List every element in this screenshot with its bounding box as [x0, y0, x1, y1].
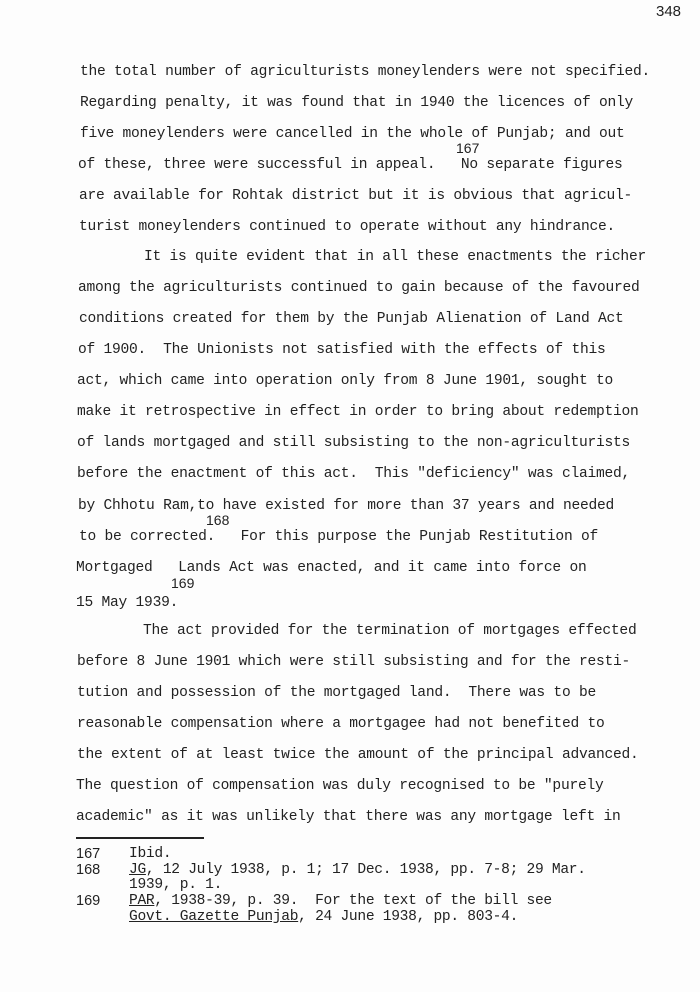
body-text-line: before the enactment of this act. This "deficiency" was claimed, — [77, 466, 630, 482]
body-text-line: academic" as it was unlikely that there was any mortgage left in — [76, 809, 621, 825]
citation-source-title: JG — [129, 862, 146, 878]
body-text-line: act, which came into operation only from 8 June 1901, sought to — [77, 373, 613, 389]
body-text-line: The act provided for the termination of mortgages effected — [143, 623, 637, 639]
page-number: 348 — [656, 3, 682, 20]
citation-source-title: Govt. Gazette Punjab — [129, 909, 299, 925]
footnote-number: 169 — [76, 893, 101, 909]
footnote-marker: 168 — [206, 512, 230, 528]
footnote-marker: 167 — [456, 140, 480, 156]
body-text-line: It is quite evident that in all these enactments the richer — [144, 249, 646, 265]
citation-text: 1939, p. 1. — [129, 877, 223, 893]
body-text-line: 15 May 1939. — [76, 595, 179, 611]
citation-text: , 12 July 1938, p. 1; 17 Dec. 1938, pp. 7-8; 29 Mar. — [145, 862, 586, 878]
citation-text: , 24 June 1938, pp. 803-4. — [298, 909, 519, 925]
citation-source-title: PAR — [129, 893, 155, 909]
citation-text: Ibid. — [129, 846, 172, 862]
footnote-text-line — [129, 862, 586, 878]
body-text-line: five moneylenders were cancelled in the whole of Punjab; and out — [80, 126, 625, 142]
body-text-line: make it retrospective in effect in order to bring about redemption — [77, 404, 639, 420]
footnote-text-line — [129, 893, 552, 909]
body-text-line: of 1900. The Unionists not satisfied with the effects of this — [78, 342, 606, 358]
footnote-separator-rule — [76, 837, 204, 839]
footnote-number: 168 — [76, 862, 101, 878]
body-text-line: of these, three were successful in appeal. No separate figures — [78, 157, 623, 173]
citation-text: , 1938-39, p. 39. For the text of the bill see — [154, 893, 552, 909]
footnote-text-line — [129, 846, 171, 862]
body-text-line: reasonable compensation where a mortgagee had not benefited to — [77, 716, 605, 732]
body-text-line: the extent of at least twice the amount of the principal advanced. — [77, 747, 639, 763]
body-text-line: turist moneylenders continued to operate without any hindrance. — [79, 219, 615, 235]
body-text-line: of lands mortgaged and still subsisting to the non-agriculturists — [77, 435, 630, 451]
body-text-line: tution and possession of the mortgaged land. There was to be — [77, 685, 596, 701]
body-text-line: among the agriculturists continued to gain because of the favoured — [78, 280, 640, 296]
body-text-line: the total number of agriculturists moneylenders were not specified. — [80, 64, 651, 80]
body-text-line: are available for Rohtak district but it is obvious that agricul- — [79, 188, 632, 204]
body-text-line: Mortgaged Lands Act was enacted, and it came into force on — [76, 560, 587, 576]
body-text-line: Regarding penalty, it was found that in 1940 the licences of only — [80, 95, 633, 111]
body-text-line: to be corrected. For this purpose the Punjab Restitution of — [79, 529, 598, 545]
body-text-line: conditions created for them by the Punjab Alienation of Land Act — [79, 311, 624, 327]
footnote-number: 167 — [76, 846, 101, 862]
footnote-text-line — [129, 877, 222, 893]
body-text-line: The question of compensation was duly recognised to be "purely — [76, 778, 604, 794]
body-text-line: by Chhotu Ram,to have existed for more than 37 years and needed — [78, 498, 614, 514]
footnote-marker: 169 — [171, 575, 195, 591]
footnote-text-line — [129, 909, 518, 925]
body-text-line: before 8 June 1901 which were still subsisting and for the resti- — [77, 654, 630, 670]
